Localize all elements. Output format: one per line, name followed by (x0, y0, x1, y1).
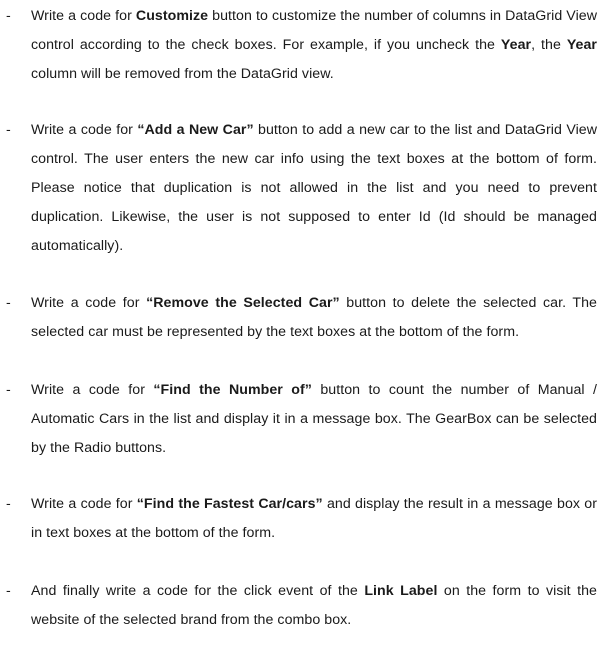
bullet-dash: - (6, 583, 11, 599)
paragraph: Write a code for “Find the Number of” button to count the number of Manual / Automatic Cars in the list and display it in a message box. The GearBox can be selected by the Radio buttons. (31, 382, 597, 456)
bullet-dash: - (6, 122, 11, 138)
paragraph: Write a code for “Remove the Selected Car” button to delete the selected car. The selected car must be represented by the text boxes at the bottom of the form. (31, 295, 597, 340)
bullet-dash: - (6, 382, 11, 398)
paragraph: Write a code for “Add a New Car” button to add a new car to the list and DataGrid View control. The user enters the new car info using the text boxes at the bottom of form. Please notice that duplication is not allowed in the list and you need to prevent duplication. Likewise, the user is not supposed to enter Id (Id should be managed automatically). (31, 122, 598, 254)
paragraph: And finally write a code for the click event of the Link Label on the form to visit the website of the selected brand from the combo box. (31, 583, 597, 628)
paragraph: Write a code for “Find the Fastest Car/cars” and display the result in a message box or in text boxes at the bottom of the form. (31, 496, 598, 541)
bullet-dash: - (6, 496, 11, 512)
bullet-dash: - (6, 295, 11, 311)
bullet-dash: - (6, 8, 11, 24)
paragraph: Write a code for Customize button to customize the number of columns in DataGrid View control according to the check boxes. For example, if you uncheck the Year, the Year column will be removed from the DataGrid view. (31, 8, 598, 82)
